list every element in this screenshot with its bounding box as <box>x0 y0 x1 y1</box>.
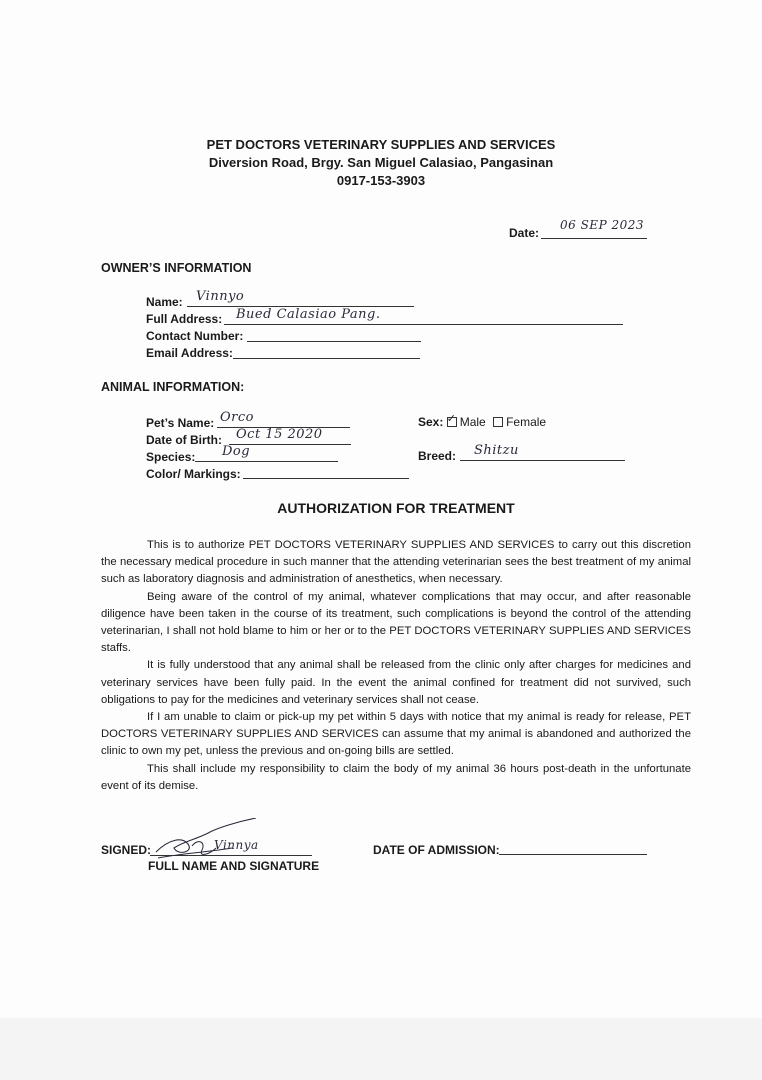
color-markings-line <box>243 478 409 479</box>
date-of-admission-label: DATE OF ADMISSION: <box>373 843 500 857</box>
authorization-paragraph: Being aware of the control of my animal, whatever complications that may occur, and after reasonable diligence have been taken in the course of its treatment, such complications is beyond the control of the attending veterinarian, I shall not hold blame to him or her or to the PET DOCTORS VETERINARY SUPPLIES AND SERVICES staffs. <box>101 590 691 655</box>
dob-label: Date of Birth: <box>146 433 222 447</box>
species-value: Dog <box>222 444 251 459</box>
male-label: Male <box>459 415 486 429</box>
species-label: Species: <box>146 450 196 464</box>
company-address: Diversion Road, Brgy. San Miguel Calasiao, Pangasinan <box>208 155 554 170</box>
contact-number-label: Contact Number: <box>146 329 244 343</box>
breed-value: Shitzu <box>474 443 519 458</box>
authorization-paragraph: If I am unable to claim or pick-up my pet within 5 days with notice that my animal is ready for release, PET DOCTORS VETERINARY SUPPLIES AND SERVICES can assume that my animal is abandoned and authorized the clinic to own my pet, unless the previous and on-going bills are settled. <box>101 711 691 758</box>
signed-name-value: Vinnya <box>214 838 259 852</box>
date-label: Date: <box>509 226 540 240</box>
breed-label: Breed: <box>418 449 457 463</box>
email-label: Email Address: <box>146 346 233 360</box>
authorization-body <box>101 537 691 795</box>
owner-heading: OWNER’S INFORMATION <box>101 261 252 275</box>
female-checkbox[interactable] <box>493 417 503 427</box>
email-line <box>233 358 420 359</box>
company-phone: 0917-153-3903 <box>336 173 426 188</box>
date-of-admission-line <box>499 854 647 855</box>
authorization-paragraph: It is fully understood that any animal shall be released from the clinic only after charges for medicines and veterinary services have been fully paid. In the event the animal confined for treatment did not survived, such obligations to pay for the medicines and veterinary services shall not cease. <box>101 659 691 706</box>
breed-line <box>460 460 625 461</box>
sex-field <box>418 415 546 429</box>
signed-label: SIGNED: <box>101 843 152 857</box>
pet-name-label: Pet’s Name: <box>146 416 215 430</box>
species-line <box>195 461 338 462</box>
owner-name-label: Name: <box>146 295 183 309</box>
scan-edge <box>0 1018 762 1080</box>
color-markings-label: Color/ Markings: <box>146 467 241 481</box>
contact-number-line <box>247 341 421 342</box>
date-line <box>541 238 647 239</box>
authorization-paragraph: This shall include my responsibility to claim the body of my animal 36 hours post-death in the unfortunate event of its demise. <box>101 762 691 792</box>
authorization-title: AUTHORIZATION FOR TREATMENT <box>277 500 515 516</box>
sex-label: Sex: <box>418 415 444 429</box>
owner-address-label: Full Address: <box>146 312 223 326</box>
company-name: PET DOCTORS VETERINARY SUPPLIES AND SERVICES <box>206 137 556 152</box>
date-value: 06 SEP 2023 <box>560 218 644 232</box>
dob-value: Oct 15 2020 <box>236 427 323 442</box>
animal-heading: ANIMAL INFORMATION: <box>101 380 245 394</box>
female-label: Female <box>506 415 547 429</box>
owner-address-line <box>224 324 623 325</box>
signature-caption: FULL NAME AND SIGNATURE <box>148 859 320 873</box>
male-checkbox[interactable] <box>447 417 457 427</box>
owner-address-value: Bued Calasiao Pang. <box>236 307 381 322</box>
owner-name-value: Vinnyo <box>196 289 245 304</box>
authorization-paragraph: This is to authorize PET DOCTORS VETERINARY SUPPLIES AND SERVICES to carry out this discretion the necessary medical procedure in such manner that the attending veterinarian sees the best treatment of my animal such as laboratory diagnosis and administration of anesthetics, when necessary. <box>101 539 691 586</box>
pet-name-value: Orco <box>220 410 254 425</box>
